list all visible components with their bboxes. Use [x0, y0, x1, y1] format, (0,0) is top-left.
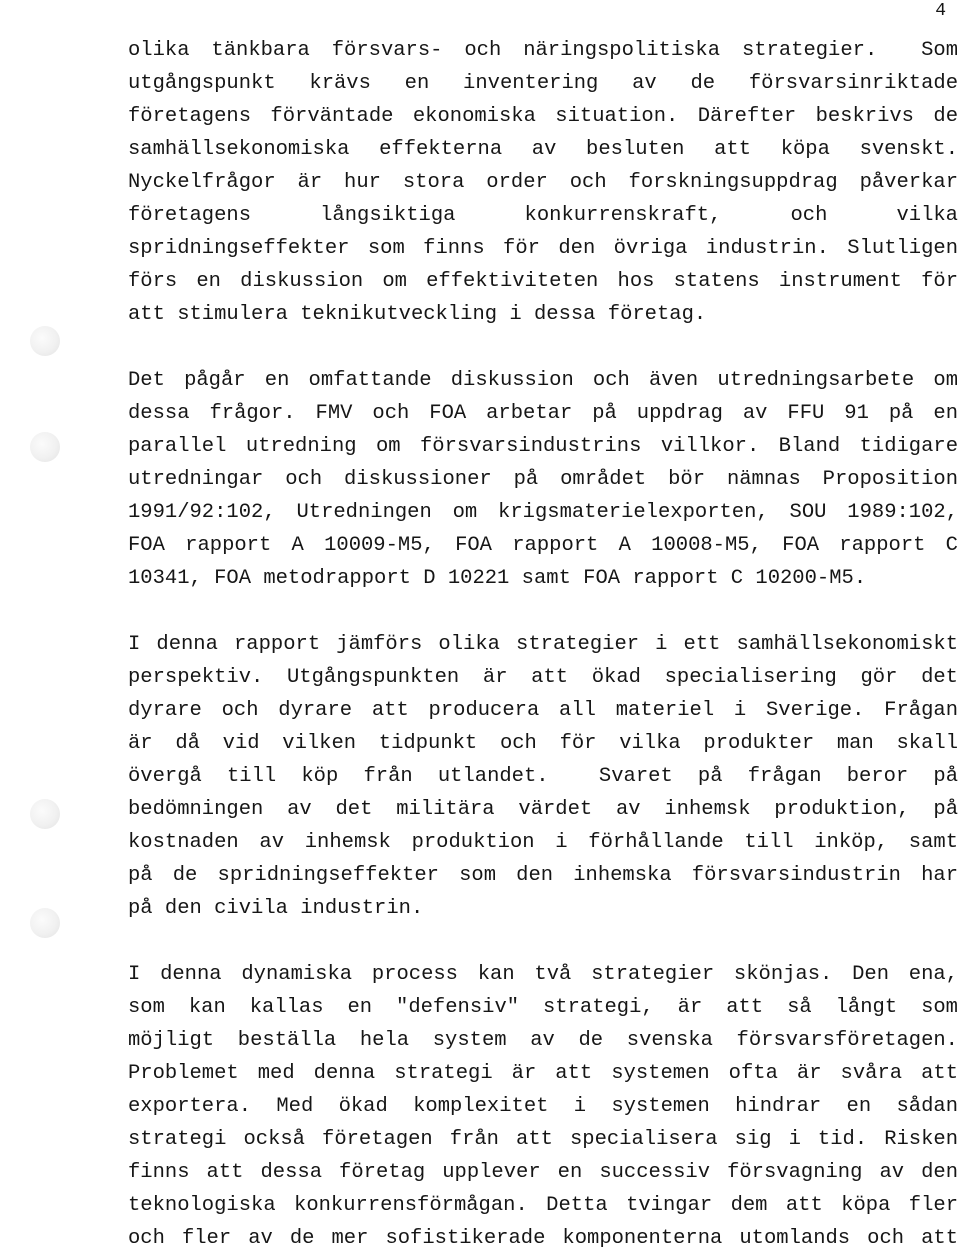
text-line: strategi också företagen från att specialisera sig i tid. Risken [128, 1128, 958, 1151]
text-line: perspektiv. Utgångspunkten är att ökad specialisering gör det [128, 666, 958, 689]
text-line: kostnaden av inhemsk produktion i förhållande till inköp, samt [128, 831, 958, 854]
text-line: och fler av de mer sofistikerade komponenterna utomlands och att [128, 1227, 958, 1250]
text-line: Nyckelfrågor är hur stora order och forskningsuppdrag påverkar [128, 171, 958, 194]
text-line: förs en diskussion om effektiviteten hos statens instrument för [128, 270, 958, 293]
text-line: övergå till köp från utlandet. Svaret på frågan beror på [128, 765, 958, 788]
body-text [128, 34, 958, 1255]
text-line: 1991/92:102, Utredningen om krigsmaterielexporten, SOU 1989:102, [128, 501, 958, 524]
paragraph-report-comparison [128, 628, 958, 925]
text-line: I denna dynamiska process kan två strategier skönjas. Den ena, [128, 963, 958, 986]
paragraph-spacer [128, 925, 958, 958]
text-line: är då vid vilken tidpunkt och för vilka produkter man skall [128, 732, 958, 755]
text-line: Det pågår en omfattande diskussion och även utredningsarbete om [128, 369, 958, 392]
text-line: bedömningen av det militära värdet av inhemsk produktion, på [128, 798, 958, 821]
text-line: parallel utredning om försvarsindustrins villkor. Bland tidigare [128, 435, 958, 458]
paragraph-spacer [128, 331, 958, 364]
text-line: som kan kallas en "defensiv" strategi, är att så långt som [128, 996, 958, 1019]
punch-hole-mark [30, 432, 60, 462]
text-line: möjligt beställa hela system av de svenska försvarsföretagen. [128, 1029, 958, 1052]
punch-hole-mark [30, 908, 60, 938]
page-number: 4 [935, 1, 946, 21]
text-line: exportera. Med ökad komplexitet i systemen hindrar en sådan [128, 1095, 958, 1118]
text-line: utredningar och diskussioner på området bör nämnas Proposition [128, 468, 958, 491]
text-line: dyrare och dyrare att producera all materiel i Sverige. Frågan [128, 699, 958, 722]
text-line: finns att dessa företag upplever en successiv försvagning av den [128, 1161, 958, 1184]
text-line: på de spridningseffekter som den inhemska försvarsindustrin har [128, 864, 958, 887]
text-line: 10341, FOA metodrapport D 10221 samt FOA rapport C 10200-M5. [128, 567, 867, 590]
paragraph-dynamic-process [128, 958, 958, 1255]
text-line: I denna rapport jämförs olika strategier i ett samhällsekonomiskt [128, 633, 958, 656]
punch-hole-mark [30, 799, 60, 829]
text-line: spridningseffekter som finns för den övriga industrin. Slutligen [128, 237, 958, 260]
text-line: olika tänkbara försvars- och näringspolitiska strategier. Som [128, 39, 958, 62]
punch-hole-mark [30, 326, 60, 356]
text-line: Problemet med denna strategi är att systemen ofta är svåra att [128, 1062, 958, 1085]
text-line: företagens förväntade ekonomiska situation. Därefter beskrivs de [128, 105, 958, 128]
paragraph-ongoing-discussion [128, 364, 958, 595]
text-line: teknologiska konkurrensförmågan. Detta tvingar dem att köpa fler [128, 1194, 958, 1217]
paragraph-spacer [128, 595, 958, 628]
text-line: samhällsekonomiska effekterna av besluten att köpa svenskt. [128, 138, 958, 161]
text-line: att stimulera teknikutveckling i dessa företag. [128, 303, 707, 326]
text-line: på den civila industrin. [128, 897, 424, 920]
text-line: utgångspunkt krävs en inventering av de försvarsinriktade [128, 72, 958, 95]
text-line: dessa frågor. FMV och FOA arbetar på uppdrag av FFU 91 på en [128, 402, 958, 425]
paragraph-strategies-intro [128, 34, 958, 331]
text-line: FOA rapport A 10009-M5, FOA rapport A 10008-M5, FOA rapport C [128, 534, 958, 557]
text-line: företagens långsiktiga konkurrenskraft, och vilka [128, 204, 958, 227]
